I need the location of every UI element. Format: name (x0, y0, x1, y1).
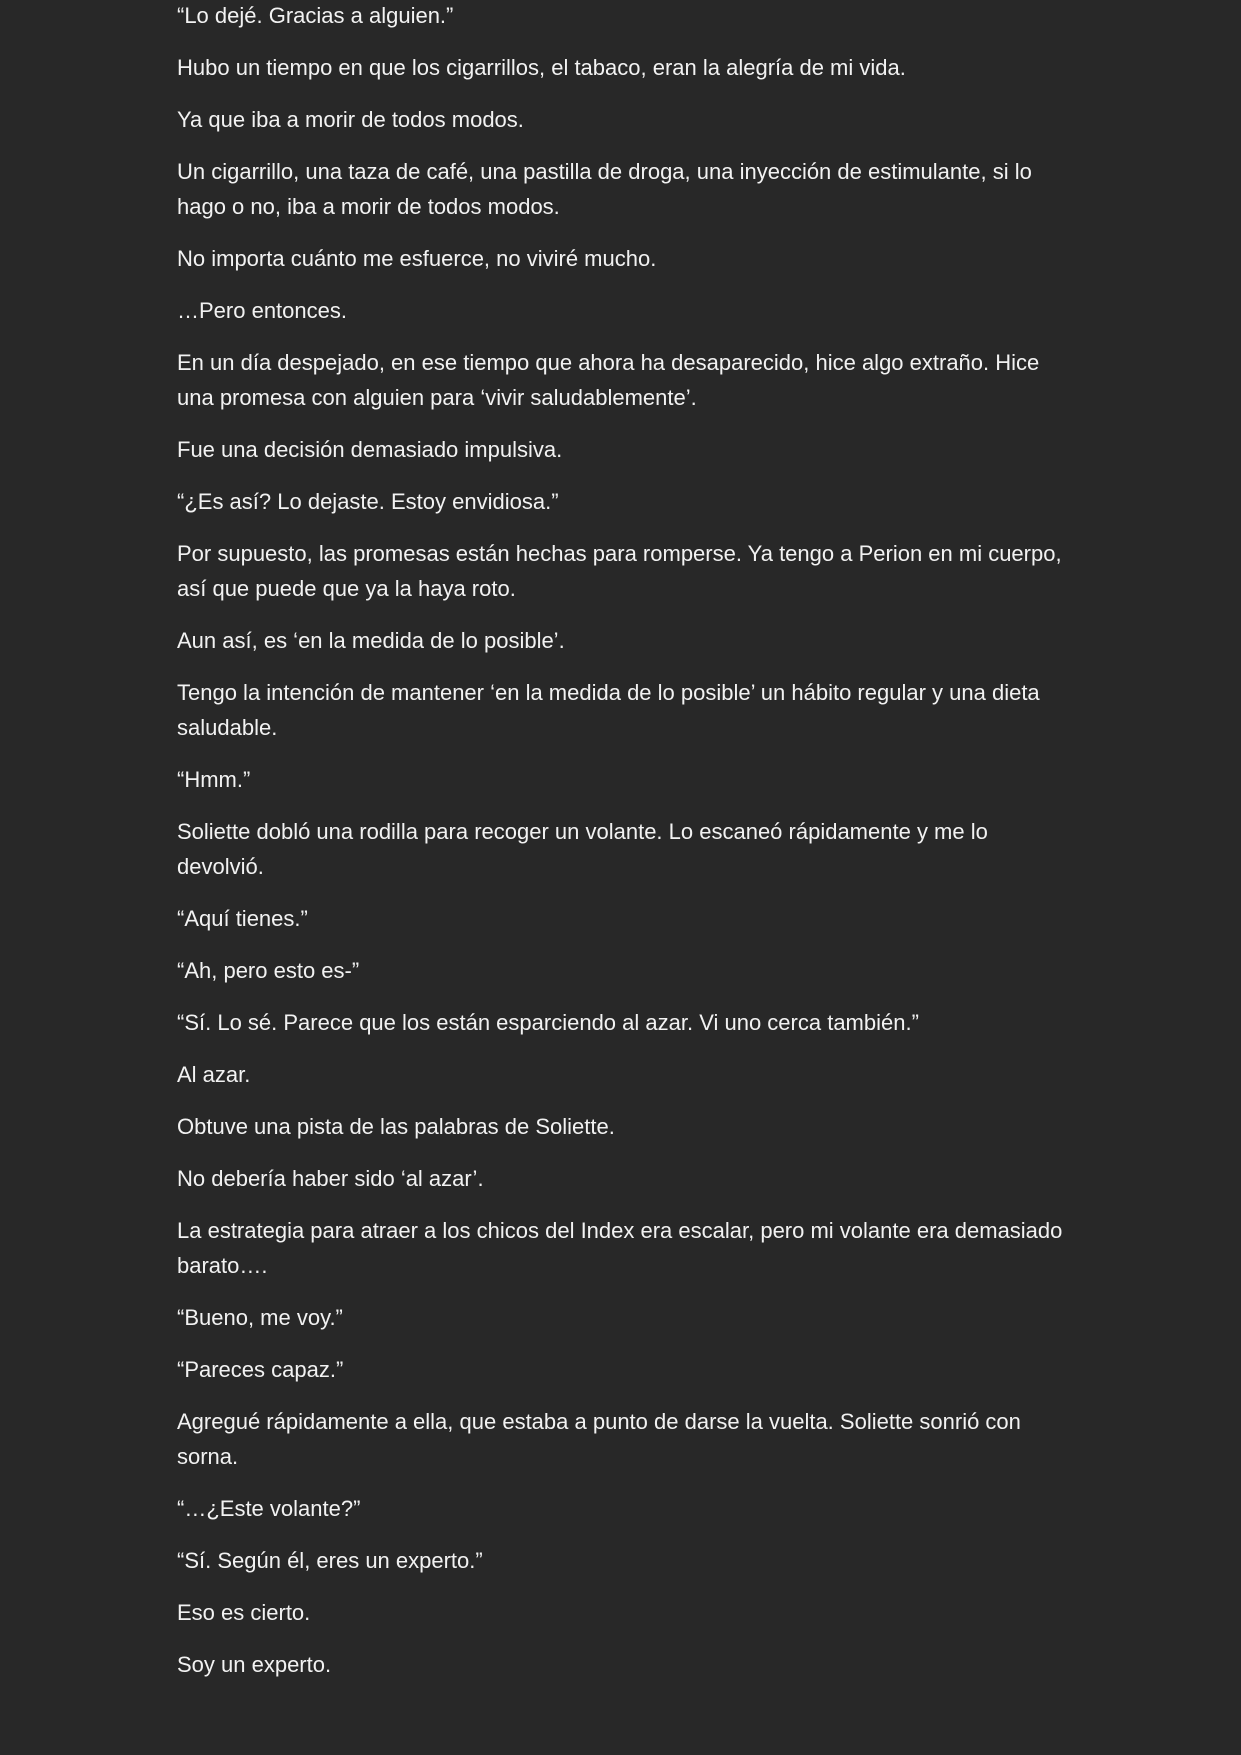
paragraph: “Sí. Lo sé. Parece que los están esparciendo al azar. Vi uno cerca también.” (177, 1010, 919, 1035)
paragraph: “…¿Este volante?” (177, 1496, 361, 1521)
paragraph: “Lo dejé. Gracias a alguien.” (177, 3, 454, 28)
paragraph: Al azar. (177, 1062, 251, 1087)
paragraph: Por supuesto, las promesas están hechas para romperse. Ya tengo a Perion en mi cuerpo, así que puede que ya la haya roto. (177, 541, 1062, 601)
paragraph: Eso es cierto. (177, 1600, 311, 1625)
paragraph: “Bueno, me voy.” (177, 1305, 343, 1330)
paragraph: …Pero entonces. (177, 298, 347, 323)
paragraph: Soliette dobló una rodilla para recoger un volante. Lo escaneó rápidamente y me lo devolvió. (177, 819, 988, 879)
paragraph: “Sí. Según él, eres un experto.” (177, 1548, 483, 1573)
paragraph: “Pareces capaz.” (177, 1357, 344, 1382)
paragraph: Soy un experto. (177, 1652, 332, 1677)
paragraph: Hubo un tiempo en que los cigarrillos, el tabaco, eran la alegría de mi vida. (177, 55, 906, 80)
paragraph: Ya que iba a morir de todos modos. (177, 107, 524, 132)
paragraph: “Ah, pero esto es-” (177, 958, 360, 983)
paragraph: Agregué rápidamente a ella, que estaba a punto de darse la vuelta. Soliette sonrió con sorna. (177, 1409, 1021, 1469)
paragraph: La estrategia para atraer a los chicos del Index era escalar, pero mi volante era demasiado barato…. (177, 1218, 1063, 1278)
paragraph: Fue una decisión demasiado impulsiva. (177, 437, 563, 462)
paragraph: “Hmm.” (177, 767, 251, 792)
paragraph: En un día despejado, en ese tiempo que ahora ha desaparecido, hice algo extraño. Hice una promesa con alguien para ‘vivir saludablemente’. (177, 350, 1040, 410)
paragraph: No debería haber sido ‘al azar’. (177, 1166, 484, 1191)
document-body (177, 0, 1077, 1682)
paragraph: Un cigarrillo, una taza de café, una pastilla de droga, una inyección de estimulante, si lo hago o no, iba a morir de todos modos. (177, 159, 1032, 219)
paragraph: No importa cuánto me esfuerce, no viviré mucho. (177, 246, 657, 271)
paragraph: Obtuve una pista de las palabras de Soliette. (177, 1114, 615, 1139)
paragraph: Tengo la intención de mantener ‘en la medida de lo posible’ un hábito regular y una dieta saludable. (177, 680, 1040, 740)
paragraph: Aun así, es ‘en la medida de lo posible’. (177, 628, 565, 653)
paragraph: “Aquí tienes.” (177, 906, 308, 931)
paragraph: “¿Es así? Lo dejaste. Estoy envidiosa.” (177, 489, 559, 514)
